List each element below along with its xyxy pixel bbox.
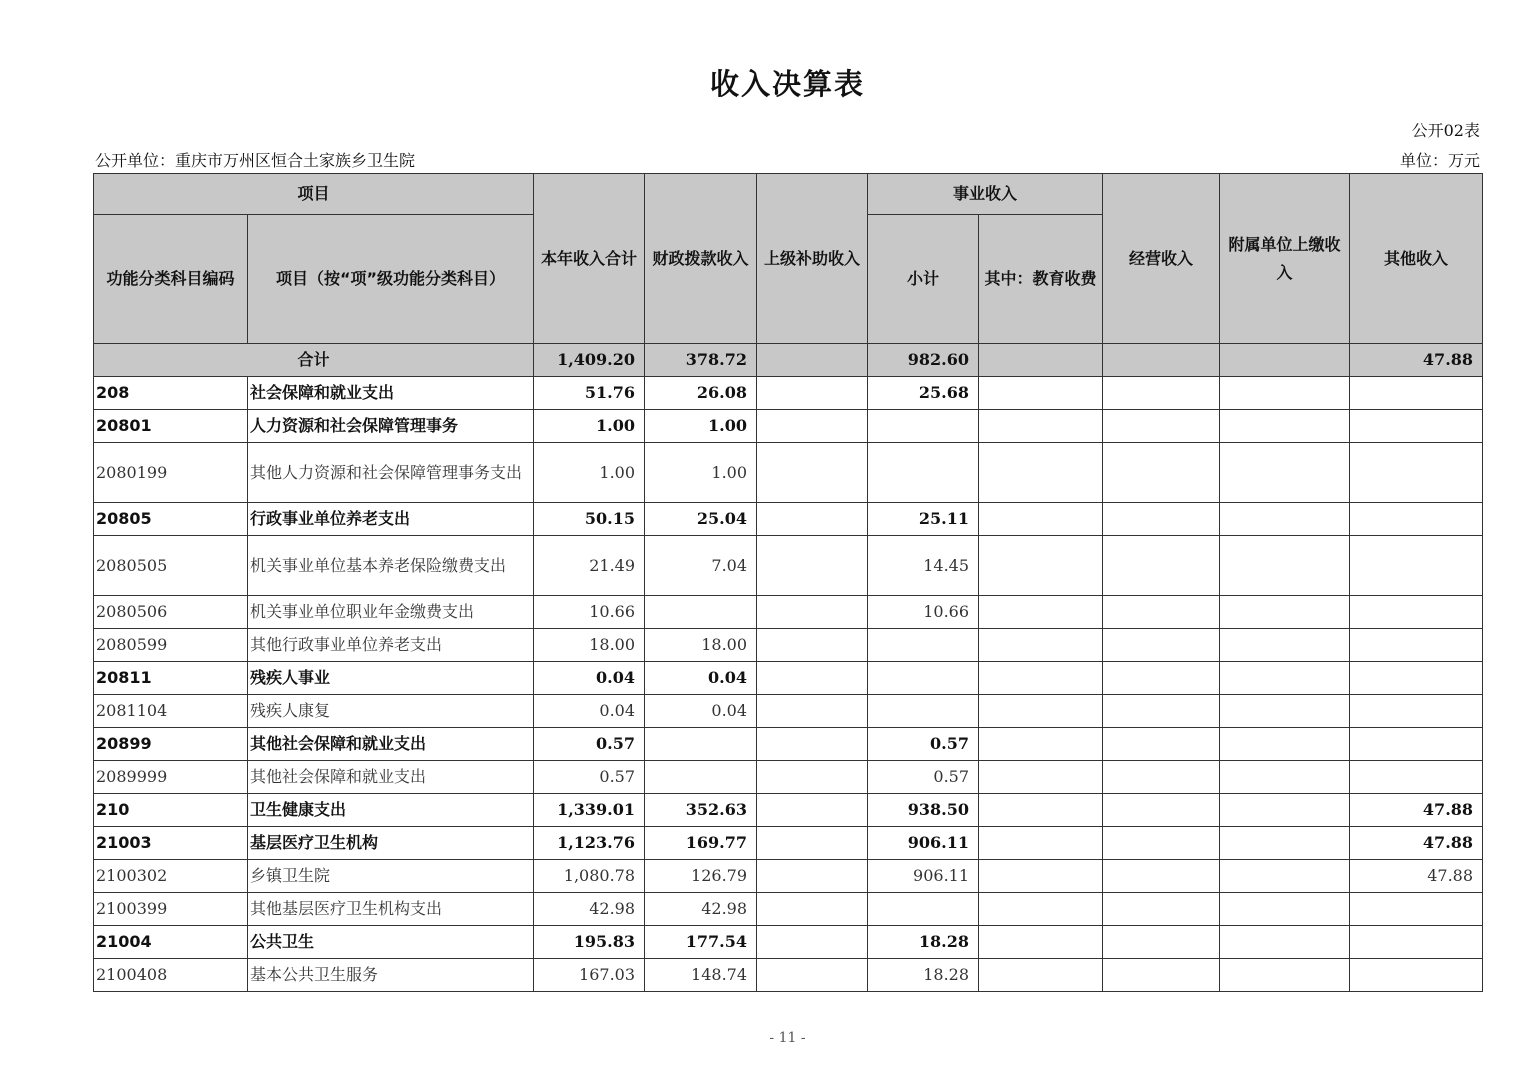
affiliated-cell [1220,761,1350,794]
other-cell [1350,503,1483,536]
table-row [94,827,1483,860]
subtotal-cell [868,443,979,503]
header-total-income: 本年收入合计 [534,174,645,344]
total-superior-cell [757,344,868,377]
other-cell [1350,629,1483,662]
table-row [94,794,1483,827]
other-cell: 47.88 [1350,794,1483,827]
operating-cell [1103,893,1220,926]
table-row [94,926,1483,959]
operating-cell [1103,728,1220,761]
fiscal-cell: 1.00 [645,410,757,443]
currency-unit: 单位：万元 [1399,151,1480,170]
operating-cell [1103,761,1220,794]
affiliated-cell [1220,536,1350,596]
education-cell [979,761,1103,794]
code-cell: 20899 [94,728,248,761]
code-cell: 21003 [94,827,248,860]
code-cell: 2080199 [94,443,248,503]
total-cell: 50.15 [534,503,645,536]
affiliated-cell [1220,959,1350,992]
total-fiscal-cell: 378.72 [645,344,757,377]
subtotal-cell: 938.50 [868,794,979,827]
code-cell: 2100302 [94,860,248,893]
fiscal-cell: 25.04 [645,503,757,536]
affiliated-cell [1220,794,1350,827]
affiliated-cell [1220,629,1350,662]
education-cell [979,443,1103,503]
total-cell: 10.66 [534,596,645,629]
fiscal-cell: 0.04 [645,695,757,728]
total-cell: 21.49 [534,536,645,596]
table-row [94,536,1483,596]
total-cell: 1.00 [534,443,645,503]
subtotal-cell [868,662,979,695]
name-cell: 卫生健康支出 [248,794,534,827]
superior-cell [757,536,868,596]
fiscal-cell: 169.77 [645,827,757,860]
header-superior: 上级补助收入 [757,174,868,344]
education-cell [979,728,1103,761]
affiliated-cell [1220,728,1350,761]
operating-cell [1103,959,1220,992]
total-cell: 195.83 [534,926,645,959]
affiliated-cell [1220,695,1350,728]
education-cell [979,959,1103,992]
other-cell [1350,536,1483,596]
other-cell [1350,596,1483,629]
name-cell: 其他行政事业单位养老支出 [248,629,534,662]
name-cell: 人力资源和社会保障管理事务 [248,410,534,443]
subtotal-cell: 0.57 [868,761,979,794]
operating-cell [1103,536,1220,596]
affiliated-cell [1220,443,1350,503]
education-cell [979,695,1103,728]
table-row [94,596,1483,629]
subtotal-cell: 18.28 [868,926,979,959]
table-row [94,503,1483,536]
name-cell: 其他社会保障和就业支出 [248,728,534,761]
superior-cell [757,959,868,992]
table-row [94,377,1483,410]
total-cell: 0.04 [534,662,645,695]
table-row [94,443,1483,503]
superior-cell [757,410,868,443]
fiscal-cell [645,761,757,794]
affiliated-cell [1220,893,1350,926]
superior-cell [757,794,868,827]
code-cell: 208 [94,377,248,410]
name-cell: 残疾人事业 [248,662,534,695]
name-cell: 乡镇卫生院 [248,860,534,893]
name-cell: 其他社会保障和就业支出 [248,761,534,794]
subtotal-cell: 10.66 [868,596,979,629]
name-cell: 其他人力资源和社会保障管理事务支出 [248,443,534,503]
table-row [94,728,1483,761]
affiliated-cell [1220,926,1350,959]
operating-cell [1103,503,1220,536]
affiliated-cell [1220,596,1350,629]
other-cell [1350,377,1483,410]
total-cell: 1,080.78 [534,860,645,893]
superior-cell [757,596,868,629]
fiscal-cell: 7.04 [645,536,757,596]
code-cell: 21004 [94,926,248,959]
fiscal-cell [645,596,757,629]
total-cell: 1,339.01 [534,794,645,827]
table-row [94,662,1483,695]
total-cell: 1.00 [534,410,645,443]
total-cell: 51.76 [534,377,645,410]
fiscal-cell: 18.00 [645,629,757,662]
total-cell: 0.57 [534,728,645,761]
total-cell: 42.98 [534,893,645,926]
code-cell: 2089999 [94,761,248,794]
education-cell [979,596,1103,629]
operating-cell [1103,827,1220,860]
total-row [94,344,1483,377]
superior-cell [757,377,868,410]
other-cell [1350,893,1483,926]
fiscal-cell [645,728,757,761]
fiscal-cell: 1.00 [645,443,757,503]
header-business: 事业收入 [868,174,1103,215]
table-row [94,629,1483,662]
income-table [93,173,1483,992]
code-cell: 210 [94,794,248,827]
subtotal-cell: 906.11 [868,827,979,860]
affiliated-cell [1220,410,1350,443]
other-cell: 47.88 [1350,860,1483,893]
page-number: - 11 - [769,1030,806,1046]
superior-cell [757,695,868,728]
affiliated-cell [1220,827,1350,860]
operating-cell [1103,662,1220,695]
superior-cell [757,629,868,662]
superior-cell [757,728,868,761]
total-label: 合计 [94,344,534,377]
superior-cell [757,503,868,536]
other-cell [1350,728,1483,761]
subtotal-cell [868,893,979,926]
name-cell: 社会保障和就业支出 [248,377,534,410]
subtotal-cell [868,695,979,728]
superior-cell [757,761,868,794]
superior-cell [757,662,868,695]
education-cell [979,410,1103,443]
education-cell [979,503,1103,536]
operating-cell [1103,860,1220,893]
header-affiliated: 附属单位上缴收入 [1220,174,1350,344]
affiliated-cell [1220,662,1350,695]
operating-cell [1103,794,1220,827]
name-cell: 基本公共卫生服务 [248,959,534,992]
fiscal-cell: 26.08 [645,377,757,410]
table-row [94,860,1483,893]
education-cell [979,926,1103,959]
subtotal-cell [868,410,979,443]
other-cell [1350,662,1483,695]
total-cell: 167.03 [534,959,645,992]
superior-cell [757,827,868,860]
operating-cell [1103,377,1220,410]
table-row [94,761,1483,794]
name-cell: 公共卫生 [248,926,534,959]
education-cell [979,893,1103,926]
code-cell: 2100399 [94,893,248,926]
other-cell [1350,410,1483,443]
fiscal-cell: 126.79 [645,860,757,893]
name-cell: 残疾人康复 [248,695,534,728]
education-cell [979,536,1103,596]
total-affiliated-cell [1220,344,1350,377]
total-income-cell: 1,409.20 [534,344,645,377]
education-cell [979,827,1103,860]
operating-cell [1103,410,1220,443]
name-cell: 其他基层医疗卫生机构支出 [248,893,534,926]
other-cell: 47.88 [1350,827,1483,860]
fiscal-cell: 352.63 [645,794,757,827]
code-cell: 2100408 [94,959,248,992]
superior-cell [757,926,868,959]
education-cell [979,377,1103,410]
header-operating: 经营收入 [1103,174,1220,344]
header-subtotal: 小计 [868,215,979,344]
education-cell [979,794,1103,827]
code-cell: 20811 [94,662,248,695]
subtotal-cell: 906.11 [868,860,979,893]
code-cell: 20801 [94,410,248,443]
header-education: 其中：教育收费 [979,215,1103,344]
name-cell: 机关事业单位职业年金缴费支出 [248,596,534,629]
header-project: 项目 [94,174,534,215]
page-title: 收入决算表 [709,67,865,101]
fiscal-cell: 148.74 [645,959,757,992]
subtotal-cell [868,629,979,662]
subtotal-cell: 14.45 [868,536,979,596]
subtotal-cell: 25.68 [868,377,979,410]
fiscal-cell: 42.98 [645,893,757,926]
table-row [94,893,1483,926]
operating-cell [1103,695,1220,728]
form-number: 公开02表 [1411,121,1480,140]
total-other-cell: 47.88 [1350,344,1483,377]
fiscal-cell: 0.04 [645,662,757,695]
education-cell [979,662,1103,695]
education-cell [979,629,1103,662]
operating-cell [1103,926,1220,959]
total-education-cell [979,344,1103,377]
code-cell: 2080506 [94,596,248,629]
operating-cell [1103,629,1220,662]
header-name: 项目（按“项”级功能分类科目） [248,215,534,344]
header-other: 其他收入 [1350,174,1483,344]
total-cell: 0.57 [534,761,645,794]
name-cell: 基层医疗卫生机构 [248,827,534,860]
other-cell [1350,761,1483,794]
total-cell: 1,123.76 [534,827,645,860]
operating-cell [1103,443,1220,503]
other-cell [1350,443,1483,503]
total-cell: 18.00 [534,629,645,662]
reporting-unit: 公开单位：重庆市万州区恒合土家族乡卫生院 [95,151,416,170]
other-cell [1350,926,1483,959]
total-cell: 0.04 [534,695,645,728]
superior-cell [757,893,868,926]
subtotal-cell: 18.28 [868,959,979,992]
code-cell: 2080505 [94,536,248,596]
code-cell: 2081104 [94,695,248,728]
total-operating-cell [1103,344,1220,377]
affiliated-cell [1220,503,1350,536]
total-subtotal-cell: 982.60 [868,344,979,377]
education-cell [979,860,1103,893]
name-cell: 机关事业单位基本养老保险缴费支出 [248,536,534,596]
fiscal-cell: 177.54 [645,926,757,959]
other-cell [1350,959,1483,992]
subtotal-cell: 25.11 [868,503,979,536]
subtotal-cell: 0.57 [868,728,979,761]
code-cell: 2080599 [94,629,248,662]
name-cell: 行政事业单位养老支出 [248,503,534,536]
other-cell [1350,695,1483,728]
affiliated-cell [1220,377,1350,410]
table-row [94,959,1483,992]
table-row [94,410,1483,443]
header-fiscal: 财政拨款收入 [645,174,757,344]
table-row [94,695,1483,728]
affiliated-cell [1220,860,1350,893]
superior-cell [757,860,868,893]
operating-cell [1103,596,1220,629]
header-code: 功能分类科目编码 [94,215,248,344]
code-cell: 20805 [94,503,248,536]
superior-cell [757,443,868,503]
